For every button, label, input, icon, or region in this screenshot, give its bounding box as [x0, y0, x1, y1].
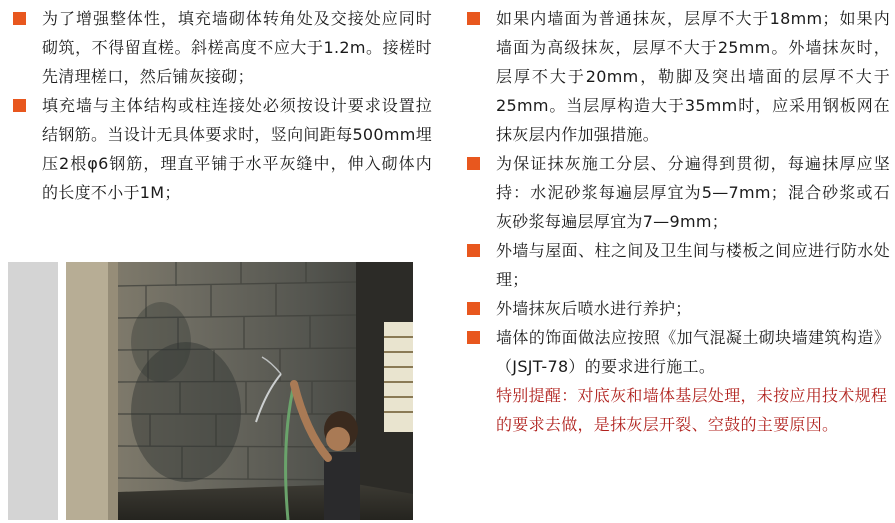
- bullet-square-icon: [467, 302, 480, 315]
- wall-spraying-photo: [66, 262, 413, 520]
- list-item: 如果内墙面为普通抹灰，层厚不大于18mm；如果内墙面为高级抹灰，层厚不大于25mm。外墙抹灰时，层厚不大于20mm，勒脚及突出墙面的层厚不大于25mm。当层厚构造大于35mm时，应采用钢板网在抹灰层内作加强措施。: [466, 4, 890, 149]
- list-item: 为了增强整体性，填充墙砌体转角处及交接处应同时砌筑，不得留直槎。斜槎高度不应大于1.2m。接槎时先清理槎口，然后铺灰接砌；: [12, 4, 432, 91]
- bullet-square-icon: [467, 244, 480, 257]
- list-item: 外墙与屋面、柱之间及卫生间与楼板之间应进行防水处理；: [466, 236, 890, 294]
- photo-side-bar: [8, 262, 58, 520]
- list-item: 为保证抹灰施工分层、分遍得到贯彻，每遍抹厚应坚持：水泥砂浆每遍层厚宜为5—7mm；混合砂浆或石灰砂浆每遍层厚宜为7—9mm；: [466, 149, 890, 236]
- list-item: 墙体的饰面做法应按照《加气混凝土砌块墙建筑构造》（JSJT-78）的要求进行施工。: [466, 323, 890, 381]
- bullet-square-icon: [467, 12, 480, 25]
- right-column: [466, 4, 890, 439]
- left-column: [12, 4, 432, 207]
- list-item: 填充墙与主体结构或柱连接处必须按设计要求设置拉结钢筋。当设计无具体要求时，竖向间距每500mm埋压2根φ6钢筋，理直平铺于水平灰缝中，伸入砌体内的长度不小于1M；: [12, 91, 432, 207]
- bullet-square-icon: [13, 12, 26, 25]
- list-item: 外墙抹灰后喷水进行养护；: [466, 294, 890, 323]
- photo-panel: [8, 262, 413, 520]
- bullet-square-icon: [13, 99, 26, 112]
- bullet-square-icon: [467, 331, 480, 344]
- special-reminder: 特别提醒：对底灰和墙体基层处理，未按应用技术规程的要求去做，是抹灰层开裂、空鼓的主要原因。: [496, 386, 888, 434]
- bullet-square-icon: [467, 157, 480, 170]
